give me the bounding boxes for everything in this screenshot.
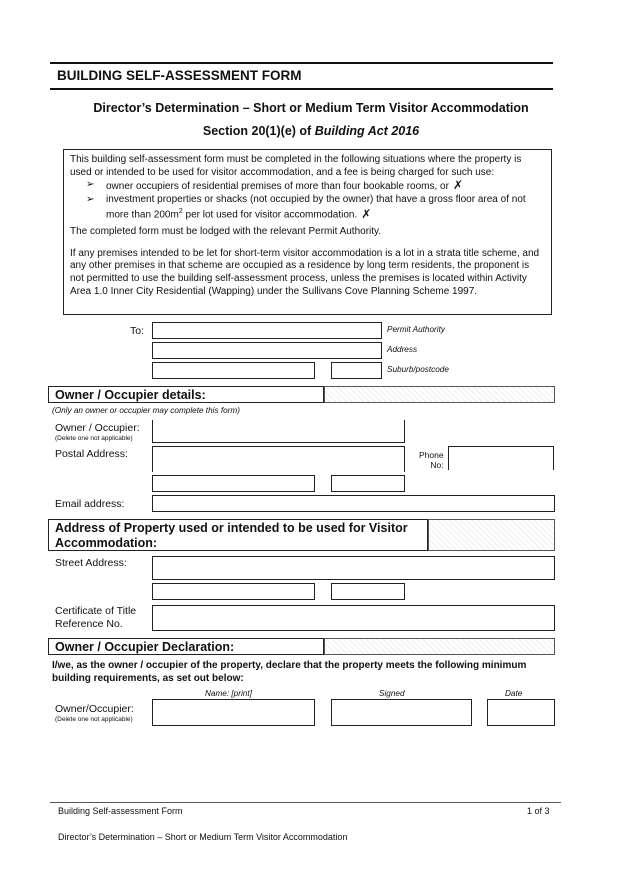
phone-input[interactable]	[448, 446, 554, 470]
street-address-label: Street Address:	[55, 557, 127, 569]
declaration-text: I/we, as the owner / occupier of the property, declare that the property meets the following minimum building requirements, as set out below:	[52, 660, 527, 684]
phone-label: Phone No:	[419, 450, 444, 470]
title-ref-input[interactable]	[152, 605, 555, 631]
intro-paragraph-1: This building self-assessment form must be completed in the following situations where the property is used or intended to be used for visitor accommodation, and a fee is being charged for such use:	[70, 154, 522, 178]
suburb-postcode-label: Suburb/postcode	[387, 365, 449, 374]
postal-suburb-input[interactable]	[152, 475, 315, 492]
cross-mark-icon: ✗	[452, 178, 464, 193]
date-input[interactable]	[487, 699, 555, 726]
address-label: Address	[387, 345, 418, 354]
email-label: Email address:	[55, 498, 125, 510]
property-postcode-input[interactable]	[331, 583, 405, 600]
intro-box	[63, 149, 552, 315]
footer-rule	[50, 802, 561, 803]
form-title: BUILDING SELF-ASSESSMENT FORM	[57, 68, 302, 83]
property-suburb-input[interactable]	[152, 583, 315, 600]
intro-list	[70, 179, 545, 222]
property-heading: Address of Property used or intended to be used for Visitor Accommodation:	[48, 519, 428, 551]
permit-authority-label: Permit Authority	[387, 325, 445, 334]
intro-bullet-1: ➢ owner occupiers of residential premises of more than four bookable rooms, or ✗	[86, 178, 464, 193]
declaration-heading: Owner / Occupier Declaration:	[48, 638, 324, 655]
owner-heading-shade	[324, 386, 555, 403]
owner-note: (Only an owner or occupier may complete this form)	[52, 406, 240, 415]
cross-mark-icon: ✗	[361, 206, 372, 221]
signed-column-label: Signed	[379, 689, 405, 698]
signature-input[interactable]	[331, 699, 472, 726]
property-heading-shade	[428, 519, 555, 551]
intro-paragraph-2: The completed form must be lodged with the relevant Permit Authority.	[70, 226, 382, 238]
owner-label: Owner / Occupier:	[55, 422, 140, 434]
top-rule	[50, 62, 553, 64]
email-input[interactable]	[152, 495, 555, 512]
owner-hint: (Delete one not applicable)	[55, 435, 133, 442]
arrow-bullet-icon: ➢	[86, 179, 95, 191]
street-address-input[interactable]	[152, 556, 555, 580]
footer-determination: Director’s Determination – Short or Medium Term Visitor Accommodation	[58, 832, 348, 842]
decl-owner-label: Owner/Occupier:	[55, 703, 134, 715]
intro-paragraph-3: If any premises intended to be let for short-term visitor accommodation is a lot in a strata title scheme, and any other premises in that scheme are occupied as a residence by long term residents, the proponent is not permitted to use the building self-assessment process, unless the premises is located within Activity Area 1.0 Inner City Residential (Wapping) under the Sullivans Cove Planning Scheme 1997.	[70, 247, 540, 297]
suburb-input[interactable]	[152, 362, 315, 379]
permit-authority-input[interactable]	[152, 322, 382, 339]
postal-postcode-input[interactable]	[331, 475, 405, 492]
intro-bullet-2: ➢ investment properties or shacks (not occupied by the owner) that have a gross floor area of not more than $200m^2$ per lot used for visitor accommodation. ✗	[86, 193, 526, 221]
page-number: 1 of 3	[527, 806, 550, 816]
to-label: To:	[130, 325, 145, 337]
form-subtitle: Director’s Determination – Short or Medium Term Visitor Accommodation	[93, 101, 529, 115]
owner-name-input[interactable]	[152, 420, 405, 443]
title-rule	[50, 88, 553, 90]
arrow-bullet-icon: ➢	[86, 193, 95, 205]
postcode-input[interactable]	[331, 362, 382, 379]
date-column-label: Date	[505, 689, 523, 698]
owner-details-heading: Owner / Occupier details:	[48, 386, 324, 403]
postal-address-input[interactable]	[152, 446, 405, 472]
decl-owner-hint: (Delete one not applicable)	[55, 716, 133, 723]
title-ref-label: Certificate of Title Reference No.	[55, 605, 137, 630]
postal-address-label: Postal Address:	[55, 448, 128, 460]
form-section-ref: Section 20(1)(e) of Building Act 2016	[202, 124, 420, 138]
declaration-heading-shade	[324, 638, 555, 655]
name-column-label: Name: [print]	[205, 689, 252, 698]
address-input[interactable]	[152, 342, 382, 359]
declarant-name-input[interactable]	[152, 699, 315, 726]
footer-form-name: Building Self-assessment Form	[58, 806, 183, 816]
